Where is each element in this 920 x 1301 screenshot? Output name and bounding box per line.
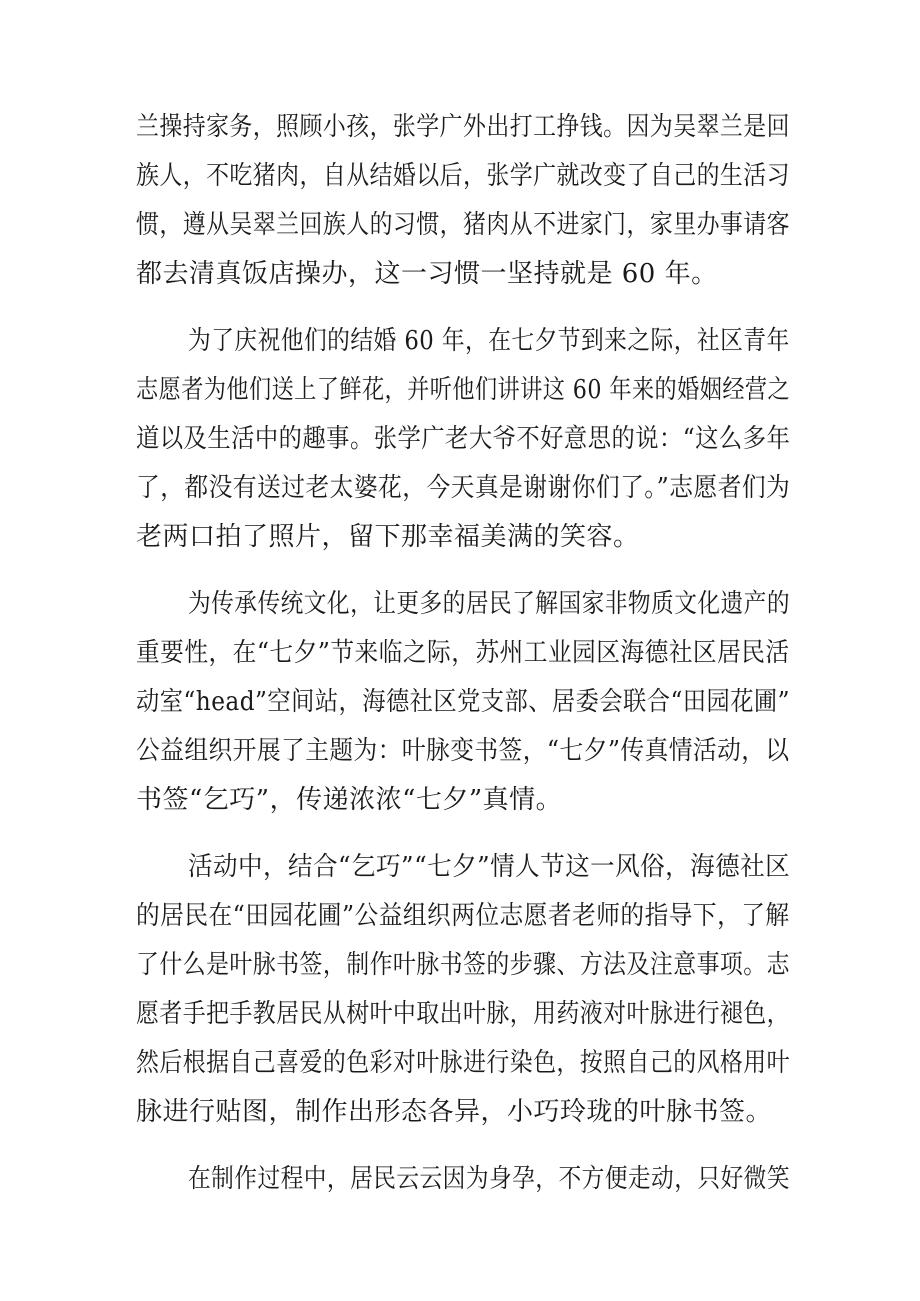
paragraph-3-line-2: 重要性，在“七夕”节来临之际，苏州工业园区海德社区居民活 bbox=[136, 638, 790, 668]
paragraph-2-line-3: 道以及生活中的趣事。张学广老大爷不好意思的说：“这么多年 bbox=[136, 424, 791, 454]
paragraph-2-line-5: 老两口拍了照片，留下那幸福美满的笑容。 bbox=[136, 522, 640, 552]
paragraph-4-line-6: 脉进行贴图，制作出形态各异，小巧玲珑的叶脉书签。 bbox=[136, 1097, 773, 1127]
paragraph-5-line-1: 在制作过程中，居民云云因为身孕，不方便走动，只好微笑 bbox=[188, 1164, 790, 1194]
paragraph-4-line-2: 的居民在“田园花圃”公益组织两位志愿者老师的指导下，了解 bbox=[136, 901, 790, 931]
paragraph-4-line-4: 愿者手把手教居民从树叶中取出叶脉，用药液对叶脉进行褪色， bbox=[136, 999, 791, 1029]
paragraph-1-line-3: 惯，遵从吴翠兰回族人的习惯，猪肉从不进家门，家里办事请客 bbox=[136, 210, 791, 240]
paragraph-3-line-4: 公益组织开展了主题为：叶脉变书签，“七夕”传真情活动，以 bbox=[136, 736, 790, 766]
paragraph-4-line-1: 活动中，结合“乞巧”“七夕”情人节这一风俗，海德社区 bbox=[188, 852, 791, 882]
paragraph-3-line-1: 为传承传统文化，让更多的居民了解国家非物质文化遗产的 bbox=[188, 589, 790, 619]
paragraph-2-line-2: 志愿者为他们送上了鲜花，并听他们讲讲这 60 年来的婚姻经营之 bbox=[136, 375, 791, 405]
paragraph-4-line-5: 然后根据自己喜爱的色彩对叶脉进行染色，按照自己的风格用叶 bbox=[136, 1048, 791, 1078]
paragraph-4-line-3: 了什么是叶脉书签，制作叶脉书签的步骤、方法及注意事项。志 bbox=[136, 950, 791, 980]
paragraph-2-line-4: 了，都没有送过老太婆花，今天真是谢谢你们了。”志愿者们为 bbox=[136, 473, 791, 503]
paragraph-2-line-1: 为了庆祝他们的结婚 60 年，在七夕节到来之际，社区青年 bbox=[188, 326, 790, 356]
paragraph-3-line-3: 动室“head”空间站，海德社区党支部、居委会联合“田园花圃” bbox=[136, 687, 790, 717]
paragraph-1-line-4: 都去清真饭店操办，这一习惯一坚持就是 60 年。 bbox=[136, 259, 718, 289]
paragraph-1-line-1: 兰操持家务，照顾小孩，张学广外出打工挣钱。因为吴翠兰是回 bbox=[136, 112, 791, 142]
paragraph-3-line-5: 书签“乞巧”，传递浓浓“七夕”真情。 bbox=[136, 785, 563, 815]
paragraph-1-line-2: 族人，不吃猪肉，自从结婚以后，张学广就改变了自己的生活习 bbox=[136, 161, 791, 191]
